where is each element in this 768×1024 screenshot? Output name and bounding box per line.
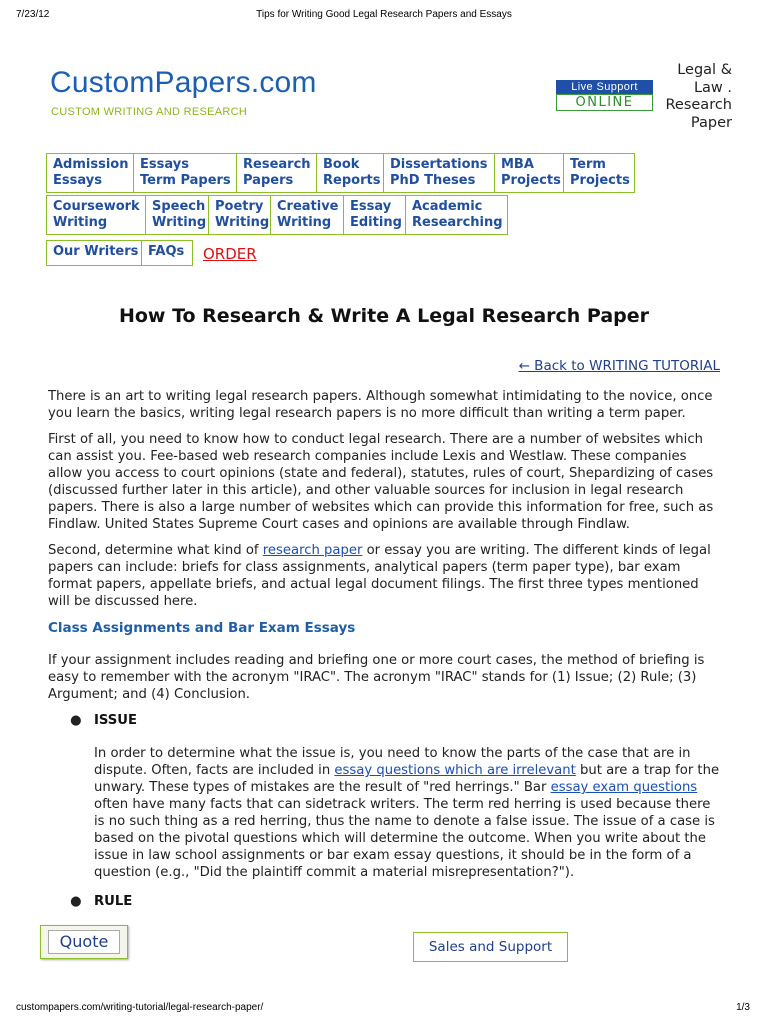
nav-label: Poetry [215,199,264,214]
nav-label: Writing [152,215,207,230]
nav-row-2 [46,195,507,235]
nav-label: Papers [243,173,294,188]
text: Second, determine what kind of [48,543,263,558]
nav-academic-researching[interactable] [405,195,508,235]
nav-speech-writing[interactable] [145,195,209,235]
bullet-icon: ● [70,894,82,909]
nav-faqs[interactable]: FAQs [141,240,193,266]
live-support-widget[interactable] [556,80,653,111]
nav-label: Projects [501,173,561,188]
nav-label: Writing [215,215,270,230]
nav-label: Research [243,157,311,172]
print-url: custompapers.com/writing-tutorial/legal-research-paper/ [16,1002,264,1013]
list-item-issue [48,712,720,729]
nav-label: Admission [53,157,129,172]
article-body [48,388,720,926]
nav-book-reports[interactable] [316,153,384,193]
paragraph [48,542,720,610]
text: or essay you are writing. The different kinds of legal papers can include: briefs for class assignments, analytical papers (term paper type), bar exam format papers, appellate briefs, and actual legal document filings. The first three types mentioned will be discussed here. [48,543,711,609]
nav-label: Reports [323,173,381,188]
nav-label: Editing [350,215,402,230]
nav-label: Speech [152,199,206,214]
nav-admission-essays[interactable] [46,153,134,193]
nav-label: Essays [140,157,189,172]
back-to-tutorial-link[interactable]: ← Back to WRITING TUTORIAL [518,358,720,374]
nav-our-writers[interactable]: Our Writers [46,240,142,266]
nav-row-1 [46,153,634,193]
print-header [0,0,768,28]
essay-questions-link[interactable]: essay questions which are irrelevant [334,763,576,778]
nav-label: PhD Theses [390,173,476,188]
nav-label: Researching [412,215,503,230]
nav-essays-term-papers[interactable] [133,153,237,193]
live-support-status[interactable]: ONLINE [556,94,653,111]
paragraph: First of all, you need to know how to conduct legal research. There are a number of websites which can assist you. Fee-based web research companies include Lexis and Westlaw. These companies allow you access to court opinions (state and federal), statutes, rules of court, Shepardizing of cases (discussed further later in this article), and other valuable sources for inclusion in legal research papers. There is also a large number of websites which can provide this information for free, such as Findlaw. United States Supreme Court cases and opinions are available through Findlaw. [48,432,714,532]
nav-label: Creative [277,199,339,214]
nav-label: MBA [501,157,534,172]
essay-exam-questions-link[interactable]: essay exam questions [550,780,698,795]
side-title-line: Law . [693,79,732,96]
nav-label: Writing [277,215,332,230]
side-title-line: Paper [690,114,732,131]
order-link[interactable]: ORDER [203,245,257,263]
nav-essay-editing[interactable] [343,195,406,235]
print-page-number: 1/3 [736,1002,750,1013]
print-footer [0,1002,768,1024]
nav-mba-projects[interactable] [494,153,564,193]
nav-poetry-writing[interactable] [208,195,271,235]
nav-label: Academic [412,199,483,214]
nav-research-papers[interactable] [236,153,317,193]
text: In order to determine what the issue is, you need to know the parts of the case that are in dispute. Often, facts are included in [94,746,691,778]
nav-label: Dissertations [390,157,488,172]
print-title: Tips for Writing Good Legal Research Papers and Essays [256,9,512,20]
nav-row-3 [46,240,192,266]
side-title-line: Legal & [677,62,732,78]
site-logo[interactable]: CustomPapers.com [50,66,317,99]
site-tagline: CUSTOM WRITING AND RESEARCH [51,106,248,118]
quote-button[interactable] [40,925,128,959]
nav-label: Essay [350,199,392,214]
sales-support-button[interactable]: Sales and Support [413,932,568,962]
side-title-line: Research [665,97,732,113]
paragraph: There is an art to writing legal research papers. Although somewhat intimidating to the novice, once you learn the basics, writing legal research papers is no more difficult than writing a term paper. [48,389,713,421]
live-support-label[interactable]: Live Support [556,80,653,94]
paragraph: If your assignment includes reading and briefing one or more court cases, the method of briefing is easy to remember with the acronym "IRAC". The acronym "IRAC" stands for (1) Issue; (2) Rule; (3) Argument; and (4) Conclusion. [48,653,705,702]
list-item-label: ISSUE [94,713,138,728]
nav-term-projects[interactable] [563,153,635,193]
text: often have many facts that can sidetrack writers. The term red herring is used because there is no such thing as a red herring, thus the name to denote a false issue. The issue of a case is based on the pivotal questions which will determine the outcome. When you write about the issue in law school assignments or bar exam essay questions, it should be in the form of a question (e.g., "Did the plaintiff commit a material misrepresentation?"). [94,797,715,880]
research-paper-link[interactable]: research paper [262,543,363,558]
nav-dissertations[interactable] [383,153,495,193]
nav-label: Book [323,157,360,172]
nav-label: Essays [53,173,102,188]
nav-label: Writing [53,215,108,230]
print-date: 7/23/12 [16,9,50,20]
list-item-label: RULE [94,894,133,909]
list-item-rule [48,893,720,910]
nav-label: Term Papers [140,173,231,188]
bullet-icon: ● [70,713,82,728]
section-heading: Class Assignments and Bar Exam Essays [48,620,356,636]
nav-label: Coursework [53,199,140,214]
nav-label: Projects [570,173,630,188]
page-title: How To Research & Write A Legal Research Paper [118,305,650,327]
nav-label: Term [570,157,606,172]
quote-button-label[interactable]: Quote [48,930,120,954]
paragraph [94,745,720,881]
text: but are a trap for the unwary. These types of mistakes are the result of "red herrings." Bar [94,763,720,795]
nav-creative-writing[interactable] [270,195,344,235]
nav-coursework-writing[interactable] [46,195,146,235]
section-side-title [650,62,732,132]
